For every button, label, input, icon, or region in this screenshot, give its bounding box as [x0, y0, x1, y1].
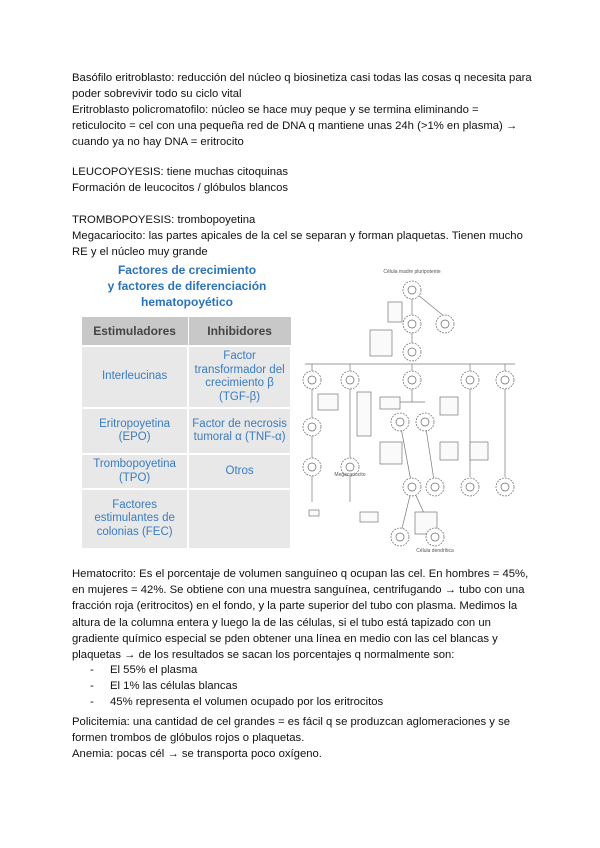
cell: Factor de necrosis tumoral α (TNF-α) [188, 408, 291, 454]
figure-title [80, 262, 294, 310]
factor-box [388, 302, 402, 322]
nucleus-icon [396, 533, 404, 541]
cell [188, 489, 291, 549]
nucleus-icon [501, 376, 509, 384]
paragraph-leucopoyesis: LEUCOPOYESIS: tiene muchas citoquinas [72, 166, 288, 178]
factor-box [357, 392, 371, 436]
factor-box [380, 442, 402, 464]
factor-box [470, 442, 488, 460]
table-row [81, 454, 291, 489]
paragraph-policromatofilo: Eritroblasto policromatofilo: núcleo se hace muy peque y se termina eliminando = reticulocito = cel con una pequeña red de DNA q mantiene unas 24h (>1% en plasma) → cuando ya no hay DNA = eritrocito [72, 104, 518, 149]
nucleus-icon [308, 423, 316, 431]
diagram-label-dendritic: Célula dendrítica [416, 548, 454, 554]
nucleus-icon [308, 463, 316, 471]
nucleus-icon [346, 463, 354, 471]
nucleus-icon [466, 376, 474, 384]
nucleus-icon [408, 483, 416, 491]
nucleus-icon [441, 320, 449, 328]
list-item: - El 1% las células blancas [90, 678, 383, 694]
factor-box [370, 330, 392, 356]
nucleus-icon [346, 376, 354, 384]
nucleus-icon [408, 376, 416, 384]
list-item: - 45% representa el volumen ocupado por los eritrocitos [90, 694, 383, 710]
paragraph-policitemia: Policitemia: una cantidad de cel grandes = es fácil q se produzcan aglomeraciones y se formen trombos de glóbulos rojos o plaquetas. [72, 716, 511, 745]
diagram-label-megakaryocyte: Megacariocito [334, 472, 366, 478]
nucleus-icon [308, 376, 316, 384]
figure-title-line: hematopoyético [140, 295, 233, 309]
factor-box [318, 394, 338, 410]
header-inhibidores: Inhibidores [188, 317, 291, 347]
cell: Trombopoyetina (TPO) [81, 454, 188, 489]
hematopoiesis-diagram [300, 262, 520, 562]
factor-box [380, 397, 400, 409]
nucleus-icon [408, 286, 416, 294]
factor-box [360, 512, 378, 522]
list-item: - El 55% el plasma [90, 662, 383, 678]
cell: Eritropoyetina (EPO) [81, 408, 188, 454]
cell: Otros [188, 454, 291, 489]
percentages-list [90, 662, 383, 711]
paragraph-formacion: Formación de leucocitos / glóbulos blancos [72, 182, 289, 194]
factor-box [440, 442, 458, 460]
nucleus-icon [431, 483, 439, 491]
table-row [81, 408, 291, 454]
figure-title-line: Factores de crecimiento [117, 263, 257, 277]
nucleus-icon [408, 320, 416, 328]
growth-factors-figure [80, 262, 294, 550]
nucleus-icon [466, 483, 474, 491]
table-row [81, 489, 291, 549]
paragraph-trombopoyesis: TROMBOPOYESIS: trombopoyetina [72, 214, 256, 226]
header-estimuladores: Estimuladores [81, 317, 188, 347]
factors-table [80, 316, 292, 550]
diagram-label-stem-cell: Célula madre pluripotente [383, 269, 441, 275]
lineage-connector [425, 422, 435, 487]
nucleus-icon [396, 418, 404, 426]
paragraph-megacariocito: Megacariocito: las partes apicales de la cel se separan y forman plaquetas. Tienen mucho RE y el núcleo muy grande [72, 230, 523, 259]
cell: Factor transformador del crecimiento β (TGF-β) [188, 346, 291, 408]
cell: Interleucinas [81, 346, 188, 408]
nucleus-icon [408, 348, 416, 356]
figure-title-line: y factores de diferenciación [107, 279, 267, 293]
cell: Factores estimulantes de colonias (FEC) [81, 489, 188, 549]
factor-box [440, 397, 458, 415]
nucleus-icon [431, 533, 439, 541]
paragraph-basofilo: Basófilo eritroblasto: reducción del núcleo q biosinetiza casi todas las cosas q necesita para poder sobrevivir todo su ciclo vital [72, 72, 532, 101]
factor-box [309, 510, 319, 516]
nucleus-icon [501, 483, 509, 491]
paragraph-hematocrito: Hematocrito: Es el porcentaje de volumen sanguíneo q ocupan las cel. En hombres = 45%, en mujeres = 42%. Se obtiene con una muestra sanguínea, centrifugando → tubo con una fracción roja (eritrocitos) en el fondo, y la parte superior del tubo con plasma. Medimos la altura de la columna entera y luego la de las células, si el tubo está tapizado con un gradiente químico especial se pden obtener una línea en medio con las cel blancas y plaquetas → de los resultados se sacan los porcentajes q normalmente son: [72, 568, 529, 662]
nucleus-icon [421, 418, 429, 426]
paragraph-anemia: Anemia: pocas cél → se transporta poco oxígeno. [72, 748, 322, 760]
table-row [81, 346, 291, 408]
